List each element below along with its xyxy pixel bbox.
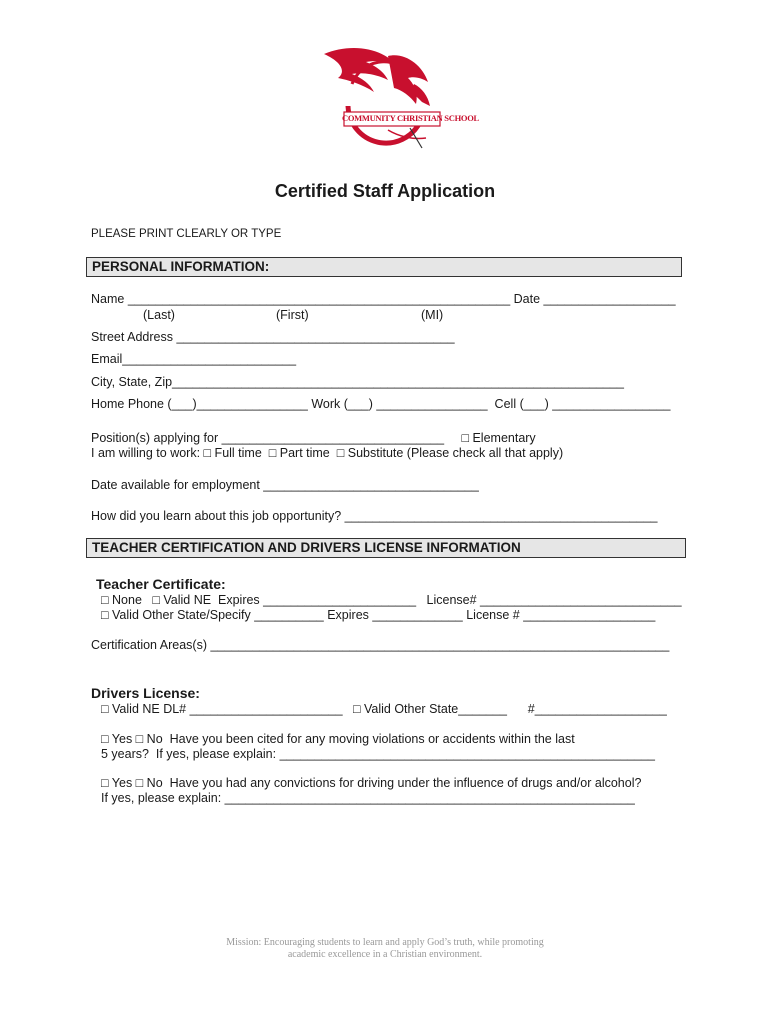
street-address-field[interactable]: Street Address ________________________________________ bbox=[91, 330, 455, 344]
dui-question[interactable]: □ Yes □ No Have you had any convictions for driving under the influence of drugs and/or alcohol? bbox=[101, 776, 642, 790]
name-sub-first: (First) bbox=[276, 308, 309, 322]
phone-fields[interactable]: Home Phone (___)________________ Work (___) ________________ Cell (___) _________________ bbox=[91, 397, 671, 411]
section-header-personal-label: PERSONAL INFORMATION: bbox=[92, 259, 270, 274]
job-source-field[interactable]: How did you learn about this job opportunity? _____________________________________________ bbox=[91, 509, 658, 523]
dui-explain-field[interactable]: If yes, please explain: ___________________________________________________________ bbox=[101, 791, 635, 805]
mission-statement bbox=[0, 937, 770, 961]
section-header-certification-label: TEACHER CERTIFICATION AND DRIVERS LICENSE INFORMATION bbox=[92, 540, 521, 555]
violations-question[interactable]: □ Yes □ No Have you been cited for any moving violations or accidents within the last bbox=[101, 732, 575, 746]
school-logo bbox=[318, 44, 479, 164]
drivers-license-heading: Drivers License: bbox=[91, 685, 200, 701]
page-title: Certified Staff Application bbox=[274, 181, 496, 201]
teacher-cert-line-2[interactable]: □ Valid Other State/Specify __________ Expires _____________ License # ___________________ bbox=[101, 608, 656, 622]
date-available-field[interactable]: Date available for employment _______________________________ bbox=[91, 478, 479, 492]
drivers-license-line[interactable]: □ Valid NE DL# ______________________ □ Valid Other State_______ #___________________ bbox=[101, 702, 667, 716]
email-field[interactable]: Email_________________________ bbox=[91, 352, 297, 366]
certification-areas-field[interactable]: Certification Areas(s) __________________________________________________________________ bbox=[91, 638, 670, 652]
section-header-personal bbox=[86, 257, 682, 277]
work-type-checkboxes[interactable]: I am willing to work: □ Full time □ Part time □ Substitute (Please check all that apply) bbox=[91, 446, 564, 460]
name-date-field[interactable]: Name _______________________________________________________ Date ___________________ bbox=[91, 292, 676, 306]
teacher-certificate-heading: Teacher Certificate: bbox=[96, 576, 226, 592]
section-header-certification bbox=[86, 538, 686, 558]
city-state-zip-field[interactable]: City, State, Zip_________________________________________________________________ bbox=[91, 375, 624, 389]
mission-line-1: Mission: Encouraging students to learn and apply God’s truth, while promoting bbox=[226, 937, 544, 948]
name-sub-mi: (MI) bbox=[421, 308, 444, 322]
logo-text: COMMUNITY CHRISTIAN SCHOOL bbox=[342, 113, 479, 123]
violations-explain-field[interactable]: 5 years? If yes, please explain: ______________________________________________________ bbox=[101, 747, 655, 761]
name-sub-last: (Last) bbox=[143, 308, 175, 322]
teacher-cert-line-1[interactable]: □ None □ Valid NE Expires ______________________ License# _____________________________ bbox=[101, 593, 682, 607]
print-instruction: PLEASE PRINT CLEARLY OR TYPE bbox=[91, 228, 282, 240]
positions-field[interactable]: Position(s) applying for ________________________________ □ Elementary bbox=[91, 431, 536, 445]
mission-line-2: academic excellence in a Christian environment. bbox=[287, 949, 483, 960]
eagle-crest-icon bbox=[318, 44, 448, 164]
